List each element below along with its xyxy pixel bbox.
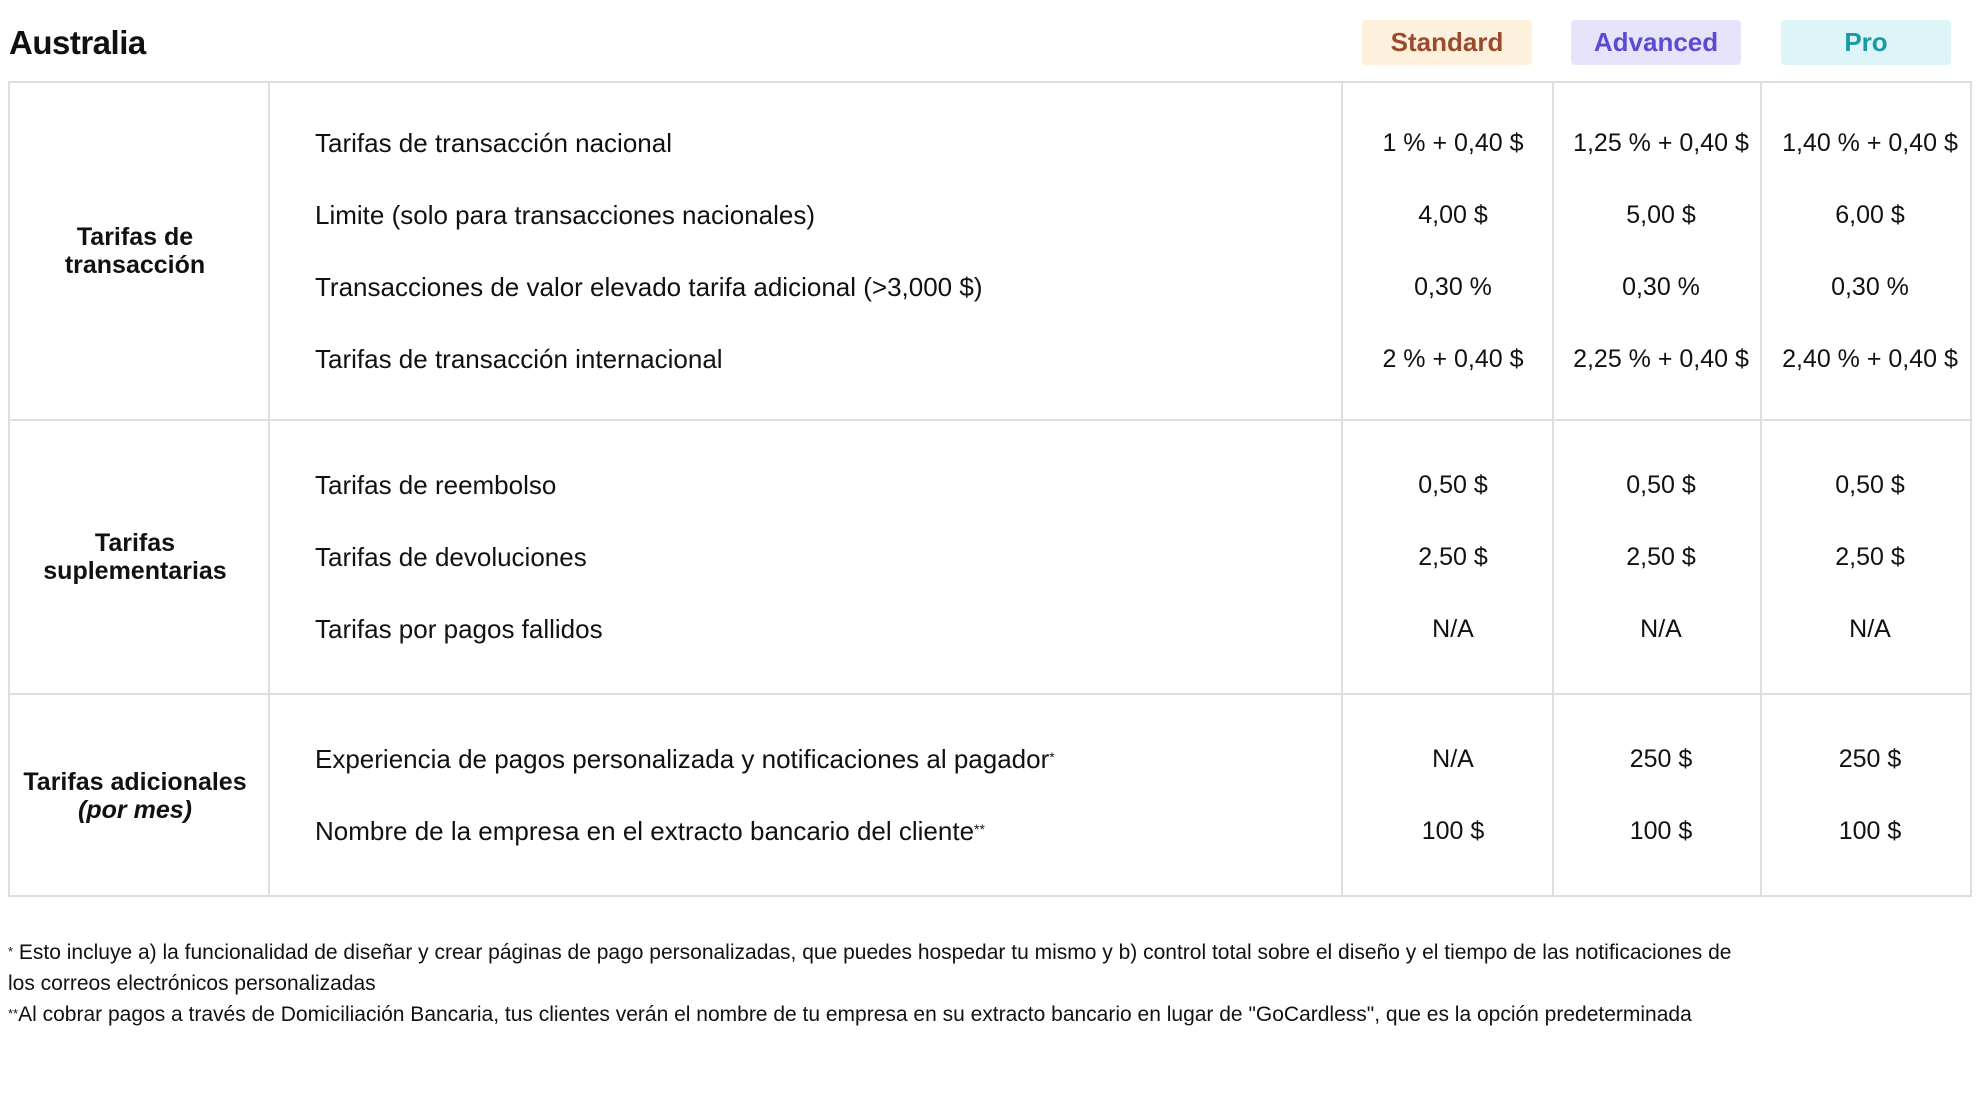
row-label: [315, 744, 1055, 774]
section-label-line: Tarifas adicionales: [23, 768, 247, 796]
price-cell-pro: 2,40 % + 0,40 $: [1782, 345, 1958, 373]
pricing-table: [8, 81, 1972, 897]
price-cell-standard: 2 % + 0,40 $: [1382, 345, 1524, 373]
price-cell-pro: 250 $: [1838, 745, 1902, 773]
row-label: [315, 816, 985, 846]
section-label-line: Tarifas: [94, 529, 176, 557]
price-cell-advanced: 0,30 %: [1622, 273, 1700, 301]
price-cell-pro: 0,30 %: [1831, 273, 1909, 301]
price-cell-pro: 0,50 $: [1835, 471, 1905, 499]
price-cell-advanced: 250 $: [1629, 745, 1693, 773]
page-title: Australia: [9, 24, 146, 61]
price-cell-advanced: 1,25 % + 0,40 $: [1573, 129, 1749, 157]
row-label: Transacciones de valor elevado tarifa adicional (>3,000 $): [315, 272, 983, 302]
price-cell-advanced: 2,50 $: [1626, 543, 1696, 571]
row-label-text: Experiencia de pagos personalizada y notificaciones al pagador: [315, 744, 1050, 774]
price-cell-advanced: 100 $: [1629, 817, 1693, 845]
section-label-transaction-fees: [10, 83, 260, 419]
row-label: Tarifas por pagos fallidos: [315, 614, 603, 644]
plan-badge-advanced: Advanced: [1571, 20, 1741, 65]
price-cell-advanced: 0,50 $: [1626, 471, 1696, 499]
row-label: Tarifas de reembolso: [315, 470, 557, 500]
footnote-text: Al cobrar pagos a través de Domiciliación Bancaria, tus clientes verán el nombre de tu empresa en su extracto bancario en lugar de "GoCardless", que es la opción predeterminada: [18, 1003, 1692, 1026]
footnote: [8, 999, 1748, 1030]
price-cell-standard: 1 % + 0,40 $: [1382, 129, 1524, 157]
price-cell-advanced: N/A: [1640, 615, 1682, 643]
plan-badge-pro: Pro: [1781, 20, 1951, 65]
footnote-mark: *: [1049, 749, 1055, 765]
price-cell-standard: 0,30 %: [1414, 273, 1492, 301]
table-divider: [10, 419, 1970, 421]
price-cell-pro: 6,00 $: [1835, 201, 1905, 229]
price-cell-pro: N/A: [1849, 615, 1891, 643]
row-label: Tarifas de transacción nacional: [315, 128, 672, 158]
section-label-line: Tarifas de: [76, 223, 194, 251]
price-cell-pro: 2,50 $: [1835, 543, 1905, 571]
price-cell-standard: N/A: [1432, 745, 1474, 773]
row-label: Tarifas de devoluciones: [315, 542, 587, 572]
price-cell-advanced: 5,00 $: [1626, 201, 1696, 229]
row-label: Tarifas de transacción internacional: [315, 344, 723, 374]
section-label-additional-fees: [10, 695, 260, 897]
footnote-mark: **: [974, 821, 985, 837]
table-divider: [1341, 83, 1343, 895]
row-label: Limite (solo para transacciones nacionales): [315, 200, 816, 230]
price-cell-standard: 4,00 $: [1418, 201, 1488, 229]
row-label-text: Nombre de la empresa en el extracto bancario del cliente: [315, 816, 975, 846]
price-cell-standard: 2,50 $: [1418, 543, 1488, 571]
footnote-text: Esto incluye a) la funcionalidad de diseñar y crear páginas de pago personalizadas, que puedes hospedar tu mismo y b) control total sobre el diseño y el tiempo de las notificaciones de los correos electrónicos personalizadas: [8, 941, 1732, 995]
table-divider: [10, 693, 1970, 695]
footnote-mark: *: [8, 944, 14, 959]
footnote: [8, 937, 1748, 999]
table-divider: [268, 83, 270, 895]
footnote-mark: **: [8, 1006, 19, 1021]
price-cell-advanced: 2,25 % + 0,40 $: [1573, 345, 1749, 373]
section-label-line: (por mes): [78, 796, 192, 824]
price-cell-standard: 100 $: [1421, 817, 1485, 845]
section-label-supplementary-fees: [10, 421, 260, 693]
price-cell-standard: N/A: [1432, 615, 1474, 643]
price-cell-pro: 100 $: [1838, 817, 1902, 845]
price-cell-standard: 0,50 $: [1418, 471, 1488, 499]
plan-badge-standard: Standard: [1362, 20, 1532, 65]
section-label-line: suplementarias: [43, 557, 227, 585]
section-label-line: transacción: [64, 251, 206, 279]
price-cell-pro: 1,40 % + 0,40 $: [1782, 129, 1958, 157]
